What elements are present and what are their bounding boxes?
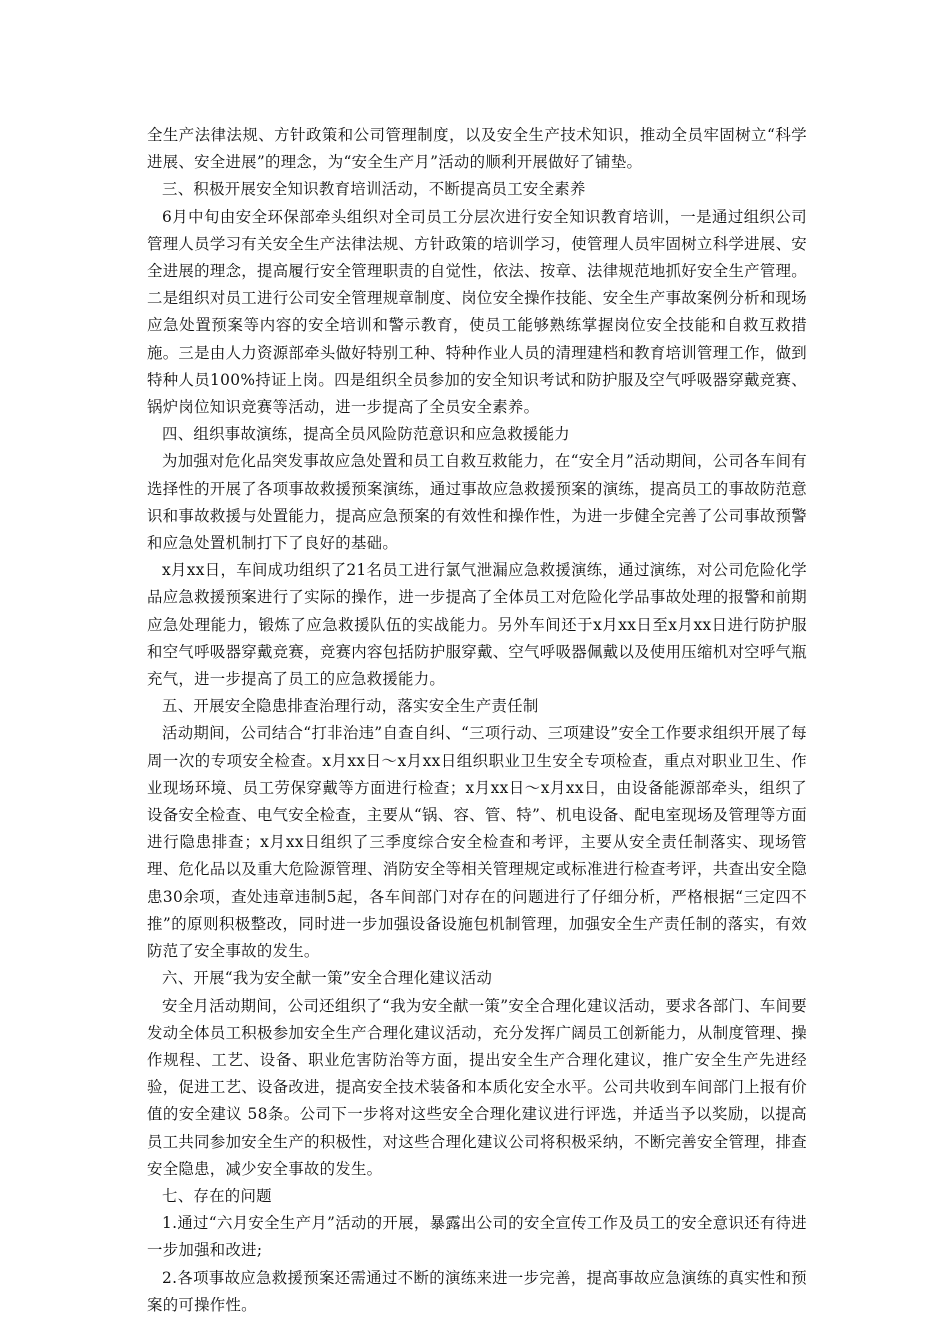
section-heading-5: 五、开展安全隐患排查治理行动，落实安全生产责任制 bbox=[162, 697, 539, 716]
paragraph: 为加强对危化品突发事故应急处置和员工自救互救能力，在“安全月”活动期间，公司各车间有选择性的开展了各项事故救援预案演练，通过事故应急救援预案的演练，提高员工的事故防范意识和事故救援与处置能力，提高应急预案的有效性和操作性，为进一步健全完善了公司事故预警和应急处置机制打下了良好的基础。 bbox=[147, 452, 807, 553]
document-body bbox=[147, 122, 807, 1319]
paragraph: 活动期间，公司结合“打非治违”自查自纠、“三项行动、三项建设”安全工作要求组织开展了每周一次的专项安全检查。x月xx日～x月xx日组织职业卫生安全专项检查，重点对职业卫生、作业现场环境、员工劳保穿戴等方面进行检查；x月xx日～x月xx日，由设备能源部牵头，组织了设备安全检查、电气安全检查，主要从“锅、容、管、特”、机电设备、配电室现场及管理等方面进行隐患排查；x月xx日组织了三季度综合安全检查和考评，主要从安全责任制落实、现场管理、危化品以及重大危险源管理、消防安全等相关管理规定或标准进行检查考评，共查出安全隐患30余项，查处违章违制5起，各车间部门对存在的问题进行了仔细分析，严格根据“三定四不推”的原则积极整改，同时进一步加强设备设施包机制管理，加强安全生产责任制的落实，有效防范了安全事故的发生。 bbox=[147, 724, 807, 961]
section-heading-3: 三、积极开展安全知识教育培训活动，不断提高员工安全素养 bbox=[162, 180, 586, 199]
section-heading-7: 七、存在的问题 bbox=[162, 1186, 272, 1205]
list-item: 2.各项事故应急救援预案还需通过不断的演练来进一步完善，提高事故应急演练的真实性和预案的可操作性。 bbox=[147, 1268, 807, 1314]
paragraph: 安全月活动期间，公司还组织了“我为安全献一策”安全合理化建议活动，要求各部门、车间要发动全体员工积极参加安全生产合理化建议活动，充分发挥广阔员工创新能力，从制度管理、操作规程、工艺、设备、职业危害防治等方面，提出安全生产合理化建议，推广安全生产先进经验，促进工艺、设备改进，提高安全技术装备和本质化安全水平。公司共收到车间部门上报有价值的安全建议 58条。公司下一步将对这些安全合理化建议进行评选，并适当予以奖励，以提高员工共同参加安全生产的积极性，对这些合理化建议公司将积极采纳，不断完善安全管理，排查安全隐患，减少安全事故的发生。 bbox=[147, 996, 807, 1178]
list-item: 1.通过“六月安全生产月”活动的开展，暴露出公司的安全宣传工作及员工的安全意识还有待进一步加强和改进; bbox=[147, 1214, 807, 1260]
section-heading-4: 四、组织事故演练，提高全员风险防范意识和应急救援能力 bbox=[162, 425, 570, 444]
paragraph: x月xx日，车间成功组织了21名员工进行氯气泄漏应急救援演练，通过演练，对公司危险化学品应急救援预案进行了实际的操作，进一步提高了全体员工对危险化学品事故处理的报警和前期应急处理能力，锻炼了应急救援队伍的实战能力。另外车间还于x月xx日至x月xx日进行防护服和空气呼吸器穿戴竞赛，竞赛内容包括防护服穿戴、空气呼吸器佩戴以及使用压缩机对空呼气瓶充气，进一步提高了员工的应急救援能力。 bbox=[147, 561, 807, 689]
section-heading-6: 六、开展“我为安全献一策”安全合理化建议活动 bbox=[162, 969, 493, 988]
paragraph: 6月中旬由安全环保部牵头组织对全司员工分层次进行安全知识教育培训，一是通过组织公司管理人员学习有关安全生产法律法规、方针政策的培训学习，使管理人员牢固树立科学进展、安全进展的理念，提高履行安全管理职责的自觉性，依法、按章、法律规范地抓好安全生产管理。二是组织对员工进行公司安全管理规章制度、岗位安全操作技能、安全生产事故案例分析和现场应急处置预案等内容的安全培训和警示教育，使员工能够熟练掌握岗位安全技能和自救互救措施。三是由人力资源部牵头做好特别工种、特种作业人员的清理建档和教育培训管理工作，做到特种人员100%持证上岗。四是组织全员参加的安全知识考试和防护服及空气呼吸器穿戴竞赛、锅炉岗位知识竞赛等活动，进一步提高了全员安全素养。 bbox=[147, 207, 807, 417]
paragraph-continued: 全生产法律法规、方针政策和公司管理制度，以及安全生产技术知识，推动全员牢固树立“科学进展、安全进展”的理念，为“安全生产月”活动的顺利开展做好了铺垫。 bbox=[147, 126, 807, 172]
